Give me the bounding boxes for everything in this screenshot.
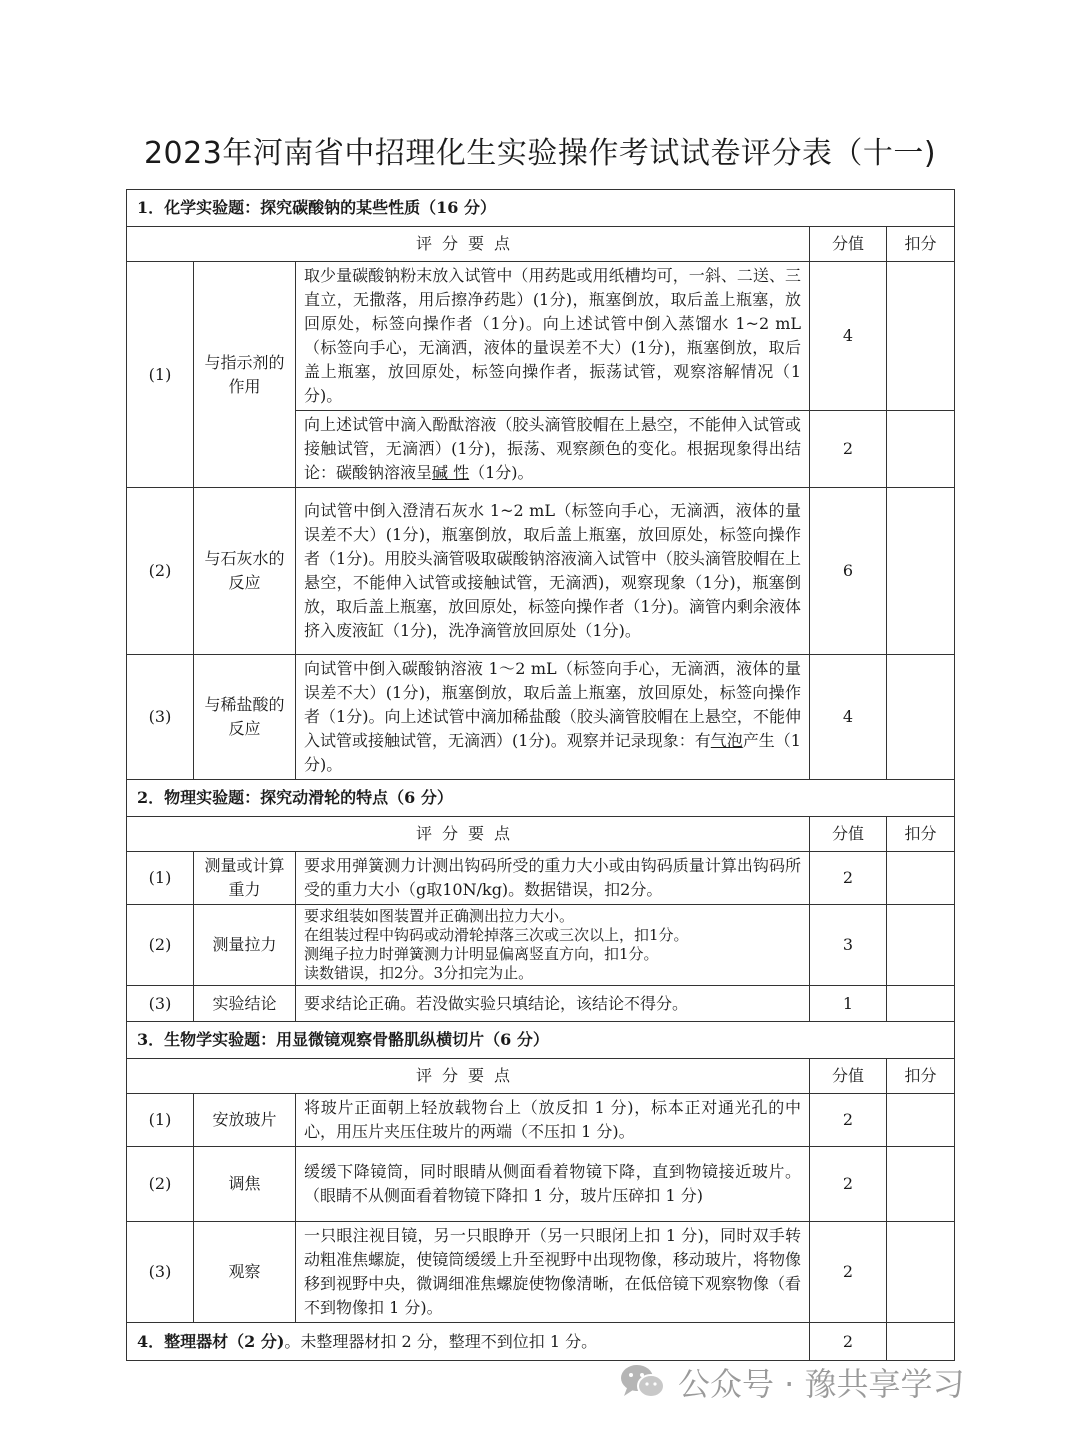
item-description: 取少量碳酸钠粉末放入试管中（用药匙或用纸槽均可，一斜、二送、三直立，无撒落，用后擦净药匙）(1分)，瓶塞倒放，取后盖上瓶塞，放回原处，标签向操作者（1分)。向上述试管中倒入蒸馏水 1~2 mL（标签向手心，无滴洒，液体的量误差不大）(1分)，瓶塞倒放，取后盖上瓶塞，放回原处，标签向操作者，振荡试管，观察溶解情况（1分)。 bbox=[296, 262, 810, 411]
item-score: 2 bbox=[810, 411, 887, 488]
wechat-icon bbox=[618, 1362, 668, 1402]
item-description bbox=[296, 655, 810, 780]
item-description bbox=[296, 411, 810, 488]
deduct-cell bbox=[887, 488, 955, 655]
item-score: 2 bbox=[810, 852, 887, 905]
item-score: 1 bbox=[810, 986, 887, 1022]
watermark bbox=[618, 1362, 965, 1402]
item-score: 2 bbox=[810, 1323, 887, 1361]
item-score: 4 bbox=[810, 262, 887, 411]
description-line: 测绳子拉力时弹簧测力计明显偏离竖直方向，扣1分。 bbox=[304, 945, 659, 963]
answer-underlined: 气泡 bbox=[710, 731, 743, 750]
description-line: 读数错误，扣2分。3分扣完为止。 bbox=[304, 964, 534, 982]
description-line: 在组装过程中钩码或动滑轮掉落三次或三次以上，扣1分。 bbox=[304, 926, 689, 944]
deduct-cell bbox=[887, 262, 955, 411]
description-text: （1分)。 bbox=[469, 463, 534, 482]
item-score: 2 bbox=[810, 1147, 887, 1222]
description-line: 要求组装如图装置并正确测出拉力大小。 bbox=[304, 907, 575, 925]
item-description: 缓缓下降镜筒，同时眼睛从侧面看着物镜下降，直到物镜接近玻片。（眼睛不从侧面看着物镜下降扣 1 分，玻片压碎扣 1 分) bbox=[296, 1147, 810, 1222]
deduct-cell bbox=[887, 905, 955, 986]
item-score: 2 bbox=[810, 1222, 887, 1323]
column-header-points: 评分要点 bbox=[127, 817, 810, 852]
item-name: 调焦 bbox=[194, 1147, 296, 1222]
description-text: 向上述试管中滴入酚酞溶液（胶头滴管胶帽在上悬空，不能伸入试管或接触试管，无滴洒）(1分)，振荡、观察颜色的变化。根据现象得出结论：碳酸钠溶液呈 bbox=[304, 415, 801, 482]
description-text: 。未整理器材扣 2 分，整理不到位扣 1 分。 bbox=[284, 1331, 598, 1351]
item-score: 4 bbox=[810, 655, 887, 780]
deduct-cell bbox=[887, 411, 955, 488]
item-number: (3) bbox=[127, 655, 194, 780]
deduct-cell bbox=[887, 655, 955, 780]
item-description: 要求用弹簧测力计测出钩码所受的重力大小或由钩码质量计算出钩码所受的重力大小（g取10N/kg)。数据错误，扣2分。 bbox=[296, 852, 810, 905]
item-score: 6 bbox=[810, 488, 887, 655]
item-number: (1) bbox=[127, 852, 194, 905]
item-name: 安放玻片 bbox=[194, 1094, 296, 1147]
section-title: 2．物理实验题：探究动滑轮的特点（6 分） bbox=[127, 780, 955, 817]
column-header-deduct: 扣分 bbox=[887, 227, 955, 262]
column-header-score: 分值 bbox=[810, 817, 887, 852]
description-text: 向试管中倒入碳酸钠溶液 1～2 mL（标签向手心，无滴洒，液体的量误差不大）(1分)，瓶塞倒放，取后盖上瓶塞，放回原处，标签向操作者（1分)。向上述试管中滴加稀盐酸（胶头滴管胶帽在上悬空，不能伸入试管或接触试管，无滴洒）(1分)。观察并记录现象：有 bbox=[304, 659, 801, 750]
answer-underlined: 碱 性 bbox=[432, 463, 470, 482]
item-number: (2) bbox=[127, 1147, 194, 1222]
section-title: 3．生物学实验题：用显微镜观察骨骼肌纵横切片（6 分） bbox=[127, 1022, 955, 1059]
description-text: 产生（1分)。 bbox=[304, 731, 801, 774]
item-number: (2) bbox=[127, 905, 194, 986]
column-header-points: 评分要点 bbox=[127, 227, 810, 262]
deduct-cell bbox=[887, 1323, 955, 1361]
deduct-cell bbox=[887, 1094, 955, 1147]
item-name: 测量拉力 bbox=[194, 905, 296, 986]
deduct-cell bbox=[887, 852, 955, 905]
column-header-score: 分值 bbox=[810, 1059, 887, 1094]
watermark-text: 公众号 · 豫共享学习 bbox=[678, 1365, 965, 1403]
item-number: (1) bbox=[127, 262, 194, 488]
item-description: 要求结论正确。若没做实验只填结论，该结论不得分。 bbox=[296, 986, 810, 1022]
deduct-cell bbox=[887, 1147, 955, 1222]
column-header-deduct: 扣分 bbox=[887, 1059, 955, 1094]
item-name: 与石灰水的反应 bbox=[194, 488, 296, 655]
deduct-cell bbox=[887, 986, 955, 1022]
item-name: 与指示剂的作用 bbox=[194, 262, 296, 488]
item-description: 向试管中倒入澄清石灰水 1~2 mL（标签向手心，无滴洒，液体的量误差不大）(1分)，瓶塞倒放，取后盖上瓶塞，放回原处，标签向操作者（1分)。用胶头滴管吸取碳酸钠溶液滴入试管中（胶头滴管胶帽在上悬空，不能伸入试管或接触试管，无滴洒)，观察现象（1分)，瓶塞倒放，取后盖上瓶塞，放回原处，标签向操作者（1分)。滴管内剩余液体挤入废液缸（1分)，洗净滴管放回原处（1分)。 bbox=[296, 488, 810, 655]
item-description: 将玻片正面朝上轻放载物台上（放反扣 1 分)，标本正对通光孔的中心，用压片夹压住玻片的两端（不压扣 1 分)。 bbox=[296, 1094, 810, 1147]
item-score: 2 bbox=[810, 1094, 887, 1147]
column-header-points: 评分要点 bbox=[127, 1059, 810, 1094]
deduct-cell bbox=[887, 1222, 955, 1323]
item-description: 一只眼注视目镜，另一只眼睁开（另一只眼闭上扣 1 分)，同时双手转动粗准焦螺旋，使镜筒缓缓上升至视野中出现物像，移动玻片，将物像移到视野中央，微调细准焦螺旋使物像清晰，在低倍镜下观察物像（看不到物像扣 1 分)。 bbox=[296, 1222, 810, 1323]
section-title: 1．化学实验题：探究碳酸钠的某些性质（16 分） bbox=[127, 190, 955, 227]
column-header-score: 分值 bbox=[810, 227, 887, 262]
item-number: (1) bbox=[127, 1094, 194, 1147]
item-description bbox=[296, 905, 810, 986]
item-number: (3) bbox=[127, 986, 194, 1022]
item-name: 与稀盐酸的反应 bbox=[194, 655, 296, 780]
item-number: (3) bbox=[127, 1222, 194, 1323]
scoring-table bbox=[126, 189, 955, 1361]
item-name: 实验结论 bbox=[194, 986, 296, 1022]
section-4-row bbox=[127, 1323, 810, 1361]
column-header-deduct: 扣分 bbox=[887, 817, 955, 852]
item-name: 测量或计算重力 bbox=[194, 852, 296, 905]
item-name: 观察 bbox=[194, 1222, 296, 1323]
page-title: 2023年河南省中招理化生实验操作考试试卷评分表（十一) bbox=[143, 136, 937, 171]
item-score: 3 bbox=[810, 905, 887, 986]
item-number: (2) bbox=[127, 488, 194, 655]
section-title: 4．整理器材（2 分) bbox=[137, 1331, 285, 1351]
